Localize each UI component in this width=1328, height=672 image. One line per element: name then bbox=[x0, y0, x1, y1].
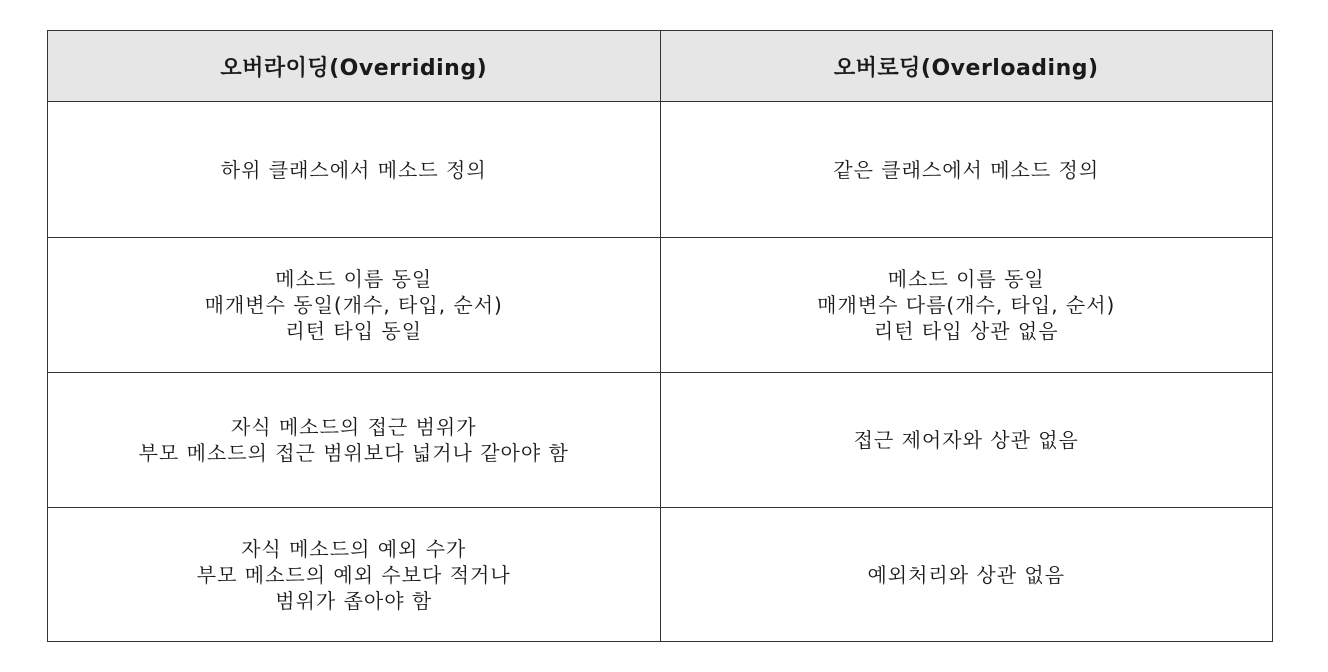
table-header bbox=[48, 31, 1273, 102]
table-row bbox=[48, 508, 1273, 642]
cell-text-line: 예외처리와 상관 없음 bbox=[867, 562, 1066, 587]
cell-overriding bbox=[48, 373, 661, 508]
cell-text-line: 범위가 좁아야 함 bbox=[275, 588, 433, 613]
header-overriding: 오버라이딩(Overriding) bbox=[48, 31, 661, 102]
cell-text-line: 부모 메소드의 예외 수보다 적거나 bbox=[196, 562, 511, 587]
header-row bbox=[48, 31, 1273, 102]
cell-text-line: 메소드 이름 동일 bbox=[887, 267, 1045, 291]
cell-overloading bbox=[660, 102, 1273, 238]
table-row bbox=[48, 373, 1273, 508]
cell-overriding bbox=[48, 102, 661, 238]
header-overloading: 오버로딩(Overloading) bbox=[660, 31, 1273, 102]
table-row bbox=[48, 238, 1273, 373]
cell-text-line: 자식 메소드의 접근 범위가 bbox=[230, 415, 477, 439]
cell-overriding bbox=[48, 508, 661, 642]
comparison-table bbox=[47, 30, 1273, 642]
cell-text-line: 리턴 타입 상관 없음 bbox=[873, 319, 1059, 343]
cell-text-line: 매개변수 다름(개수, 타입, 순서) bbox=[817, 293, 1116, 317]
cell-overriding bbox=[48, 238, 661, 373]
cell-text-line: 같은 클래스에서 메소드 정의 bbox=[833, 157, 1100, 182]
table-body bbox=[48, 102, 1273, 642]
cell-text-line: 자식 메소드의 예외 수가 bbox=[241, 536, 467, 561]
cell-text-line: 접근 제어자와 상관 없음 bbox=[853, 428, 1079, 452]
cell-overloading bbox=[660, 373, 1273, 508]
cell-text-line: 부모 메소드의 접근 범위보다 넓거나 같아야 함 bbox=[138, 441, 569, 465]
cell-overloading bbox=[660, 508, 1273, 642]
cell-text-line: 매개변수 동일(개수, 타입, 순서) bbox=[204, 293, 503, 317]
cell-overloading bbox=[660, 238, 1273, 373]
cell-text-line: 리턴 타입 동일 bbox=[285, 319, 423, 343]
cell-text-line: 하위 클래스에서 메소드 정의 bbox=[220, 157, 487, 182]
cell-text-line: 메소드 이름 동일 bbox=[275, 267, 433, 291]
table-row bbox=[48, 102, 1273, 238]
